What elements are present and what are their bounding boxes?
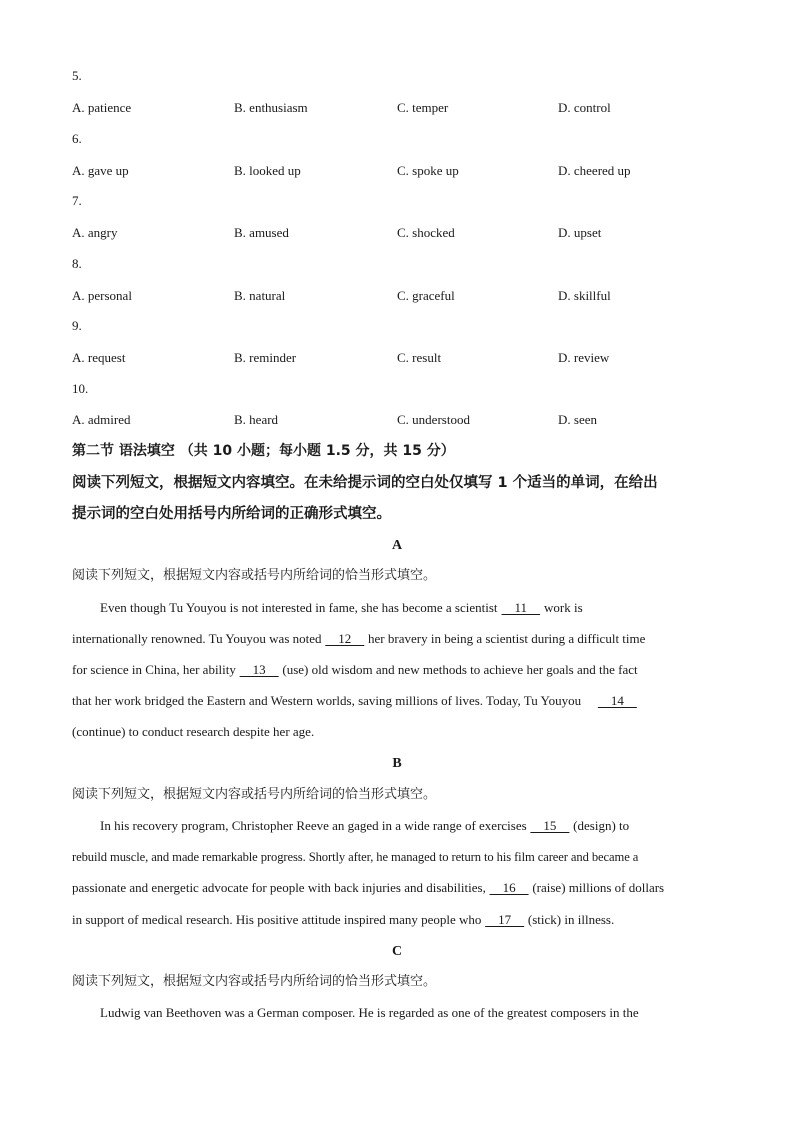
passage-text: internationally renowned. Tu Youyou was noted	[72, 631, 325, 646]
option-c: C. result	[397, 350, 442, 365]
passage-text: (use) old wisdom and new methods to achieve her goals and the fact	[279, 662, 638, 677]
part-a-instruction: 阅读下列短文，根据短文内容或括号内所给词的恰当形式填空。	[72, 568, 437, 583]
question-number: 9.	[72, 318, 82, 333]
options-row	[72, 225, 732, 241]
section-instruction-line-1: 阅读下列短文，根据短文内容填空。在未给提示词的空白处仅填写 1 个适当的单词，在给出	[72, 475, 658, 491]
option-b: B. amused	[234, 225, 289, 240]
blank-14[interactable]: 14	[597, 693, 637, 708]
question-number: 6.	[72, 131, 82, 146]
part-c-heading: C	[391, 944, 403, 959]
passage-b-line-4	[72, 912, 722, 928]
options-row	[72, 163, 732, 179]
option-d: D. control	[558, 100, 611, 115]
option-b: B. reminder	[234, 350, 297, 365]
passage-text: (raise) millions of dollars	[529, 880, 665, 895]
options-row	[72, 350, 732, 366]
passage-a-line-3	[72, 662, 722, 678]
part-b-heading: B	[392, 756, 402, 771]
passage-a-line-5: (continue) to conduct research despite her age.	[72, 724, 315, 739]
blank-15[interactable]: 15	[530, 818, 570, 833]
option-d: D. upset	[558, 225, 602, 240]
passage-text: In his recovery program, Christopher Reeve an gaged in a wide range of exercises	[100, 818, 530, 833]
part-b-instruction: 阅读下列短文，根据短文内容或括号内所给词的恰当形式填空。	[72, 787, 437, 802]
passage-text: Even though Tu Youyou is not interested in fame, she has become a scientist	[100, 600, 501, 615]
option-a: A. patience	[72, 100, 132, 115]
option-b: B. heard	[234, 412, 279, 427]
section-title: 第二节 语法填空 （共 10 小题；每小题 1.5 分，共 15 分）	[72, 443, 455, 459]
option-a: A. angry	[72, 225, 118, 240]
option-c: C. shocked	[397, 225, 455, 240]
option-a: A. admired	[72, 412, 131, 427]
passage-text: that her work bridged the Eastern and Western worlds, saving millions of lives. Today, Tu Youyou	[72, 693, 585, 708]
passage-text: her bravery in being a scientist during a difficult time	[364, 631, 646, 646]
part-c-instruction: 阅读下列短文，根据短文内容或括号内所给词的恰当形式填空。	[72, 974, 437, 989]
option-a: A. gave up	[72, 163, 129, 178]
passage-text: passionate and energetic advocate for people with back injuries and disabilities,	[72, 880, 490, 895]
question-number: 8.	[72, 256, 82, 271]
blank-16[interactable]: 16	[489, 880, 529, 895]
options-row	[72, 288, 732, 304]
option-c: C. temper	[397, 100, 449, 115]
passage-text: for science in China, her ability	[72, 662, 240, 677]
blank-12[interactable]: 12	[325, 631, 365, 646]
passage-a-line-1	[100, 600, 722, 616]
passage-b-line-3	[72, 880, 722, 896]
blank-13[interactable]: 13	[239, 662, 279, 677]
passage-text: work is	[540, 600, 583, 615]
passage-a-line-4	[72, 693, 722, 709]
passage-text: (stick) in illness.	[524, 912, 615, 927]
passage-b-line-1	[100, 818, 722, 834]
option-b: B. enthusiasm	[234, 100, 308, 115]
question-number: 10.	[72, 381, 89, 396]
option-d: D. cheered up	[558, 163, 631, 178]
option-d: D. review	[558, 350, 610, 365]
option-a: A. request	[72, 350, 126, 365]
option-c: C. graceful	[397, 288, 455, 303]
option-b: B. looked up	[234, 163, 301, 178]
passage-text: in support of medical research. His positive attitude inspired many people who	[72, 912, 485, 927]
option-a: A. personal	[72, 288, 132, 303]
option-b: B. natural	[234, 288, 286, 303]
options-row	[72, 412, 732, 428]
question-number: 5.	[72, 68, 82, 83]
passage-a-line-2	[72, 631, 722, 647]
section-instruction-line-2: 提示词的空白处用括号内所给词的正确形式填空。	[72, 506, 391, 522]
passage-text: (design) to	[569, 818, 630, 833]
blank-11[interactable]: 11	[501, 600, 541, 615]
option-d: D. skillful	[558, 288, 611, 303]
question-number: 7.	[72, 193, 82, 208]
options-row	[72, 100, 732, 116]
part-a-heading: A	[391, 538, 403, 553]
passage-c-line-1: Ludwig van Beethoven was a German composer. He is regarded as one of the greatest composers in the	[100, 1005, 639, 1020]
option-c: C. spoke up	[397, 163, 459, 178]
blank-17[interactable]: 17	[485, 912, 525, 927]
option-d: D. seen	[558, 412, 597, 427]
passage-b-line-2: rebuild muscle, and made remarkable progress. Shortly after, he managed to return to his film career and became a	[72, 850, 639, 864]
option-c: C. understood	[397, 412, 470, 427]
